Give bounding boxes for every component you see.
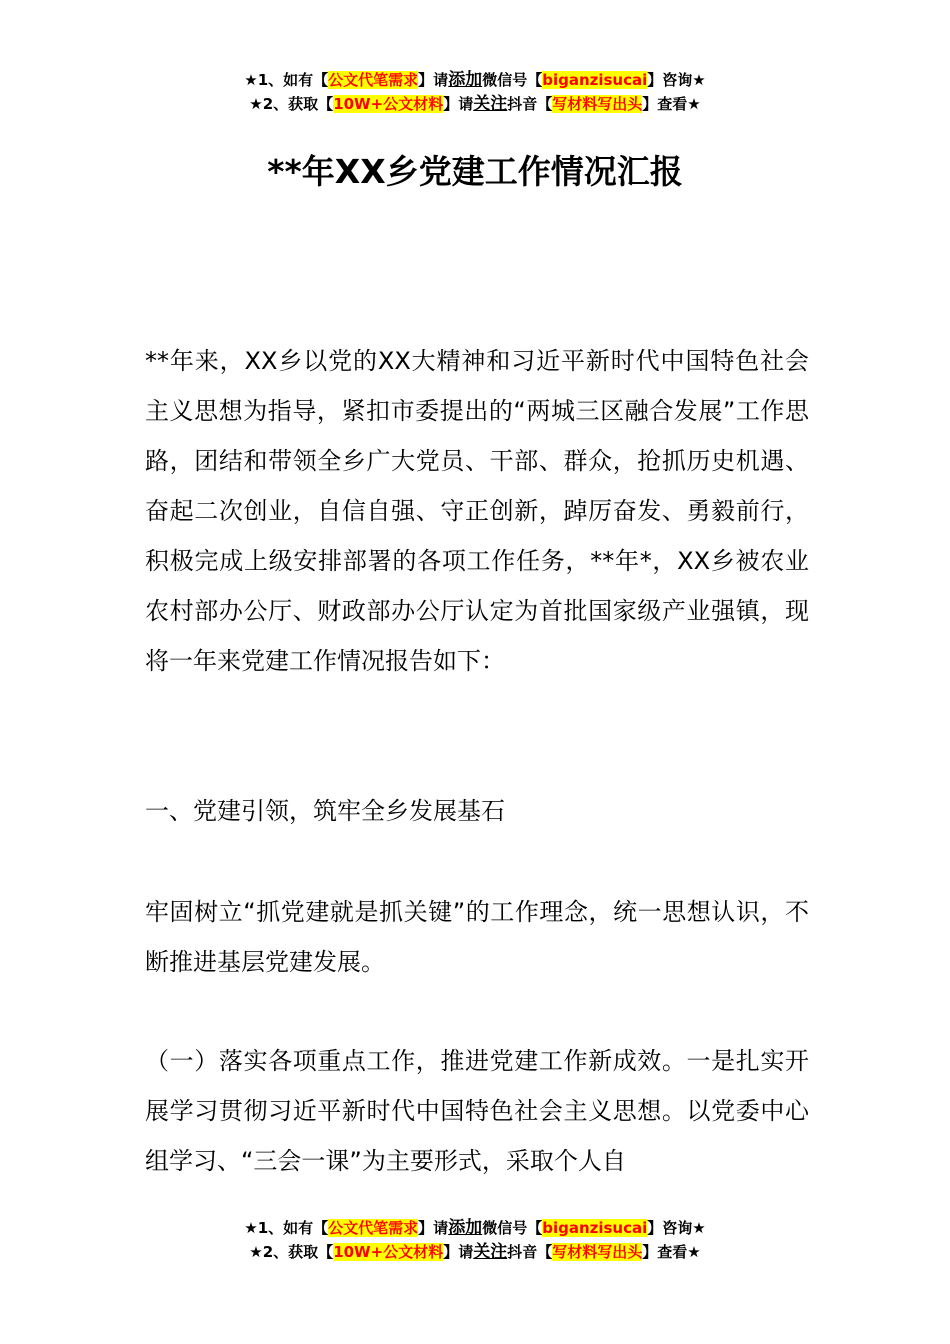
banner-underline: 关注	[473, 1242, 508, 1262]
banner-underline: 添加	[448, 1218, 483, 1238]
paragraph-3	[145, 1036, 809, 1186]
banner-text: 抖音【	[507, 1243, 553, 1261]
banner-text: 】请	[443, 95, 474, 113]
paragraph-text: 牢固树立“抓党建就是抓关键”的工作理念，统一思想认识，不断推进基层党建发展。	[145, 898, 809, 976]
banner-highlight: 10W+公文材料	[333, 1243, 444, 1261]
banner-text: 】咨询★	[647, 1219, 706, 1237]
banner-text: 】请	[418, 1219, 449, 1237]
banner-highlight: 公文代笔需求	[328, 1219, 419, 1237]
banner-text: 】咨询★	[647, 71, 706, 89]
banner-line-1	[0, 68, 950, 92]
section-heading	[145, 786, 809, 836]
intro-paragraph	[145, 336, 809, 686]
banner-highlight: biganzisucai	[542, 71, 648, 89]
banner-highlight: 公文代笔需求	[328, 71, 419, 89]
banner-text: 】查看★	[642, 1243, 701, 1261]
banner-underline: 关注	[473, 94, 508, 114]
banner-line-1	[0, 1216, 950, 1240]
banner-line-2	[0, 1240, 950, 1264]
banner-highlight: biganzisucai	[542, 1219, 648, 1237]
banner-line-2	[0, 92, 950, 116]
footer-banner	[0, 1216, 950, 1264]
header-banner	[0, 68, 950, 116]
document-title: **年XX乡党建工作情况汇报	[267, 152, 683, 191]
banner-text: 】查看★	[642, 95, 701, 113]
banner-text: ★1、如有【	[244, 1219, 329, 1237]
banner-text: 微信号【	[482, 71, 543, 89]
paragraph-text: （一）落实各项重点工作，推进党建工作新成效。一是扎实开展学习贯彻习近平新时代中国特色社会主义思想。以党委中心组学习、“三会一课”为主要形式，采取个人自	[145, 1047, 809, 1175]
paragraph-2	[145, 887, 809, 987]
banner-highlight: 10W+公文材料	[333, 95, 444, 113]
banner-text: ★2、获取【	[249, 95, 334, 113]
banner-text: ★1、如有【	[244, 71, 329, 89]
banner-text: 】请	[418, 71, 449, 89]
banner-text: 】请	[443, 1243, 474, 1261]
paragraph-text: **年来，XX乡以党的XX大精神和习近平新时代中国特色社会主义思想为指导，紧扣市委提出的“两城三区融合发展”工作思路，团结和带领全乡广大党员、干部、群众，抢抓历史机遇、奋起二次创业，自信自强、守正创新，踔厉奋发、勇毅前行，积极完成上级安排部署的各项工作任务，**年*，XX乡被农业农村部办公厅、财政部办公厅认定为首批国家级产业强镇，现将一年来党建工作情况报告如下：	[145, 347, 809, 675]
banner-text: ★2、获取【	[249, 1243, 334, 1261]
banner-text: 微信号【	[482, 1219, 543, 1237]
banner-highlight: 写材料写出头	[552, 95, 643, 113]
banner-text: 抖音【	[507, 95, 553, 113]
banner-highlight: 写材料写出头	[552, 1243, 643, 1261]
heading-text: 一、党建引领，筑牢全乡发展基石	[145, 797, 505, 825]
banner-underline: 添加	[448, 70, 483, 90]
